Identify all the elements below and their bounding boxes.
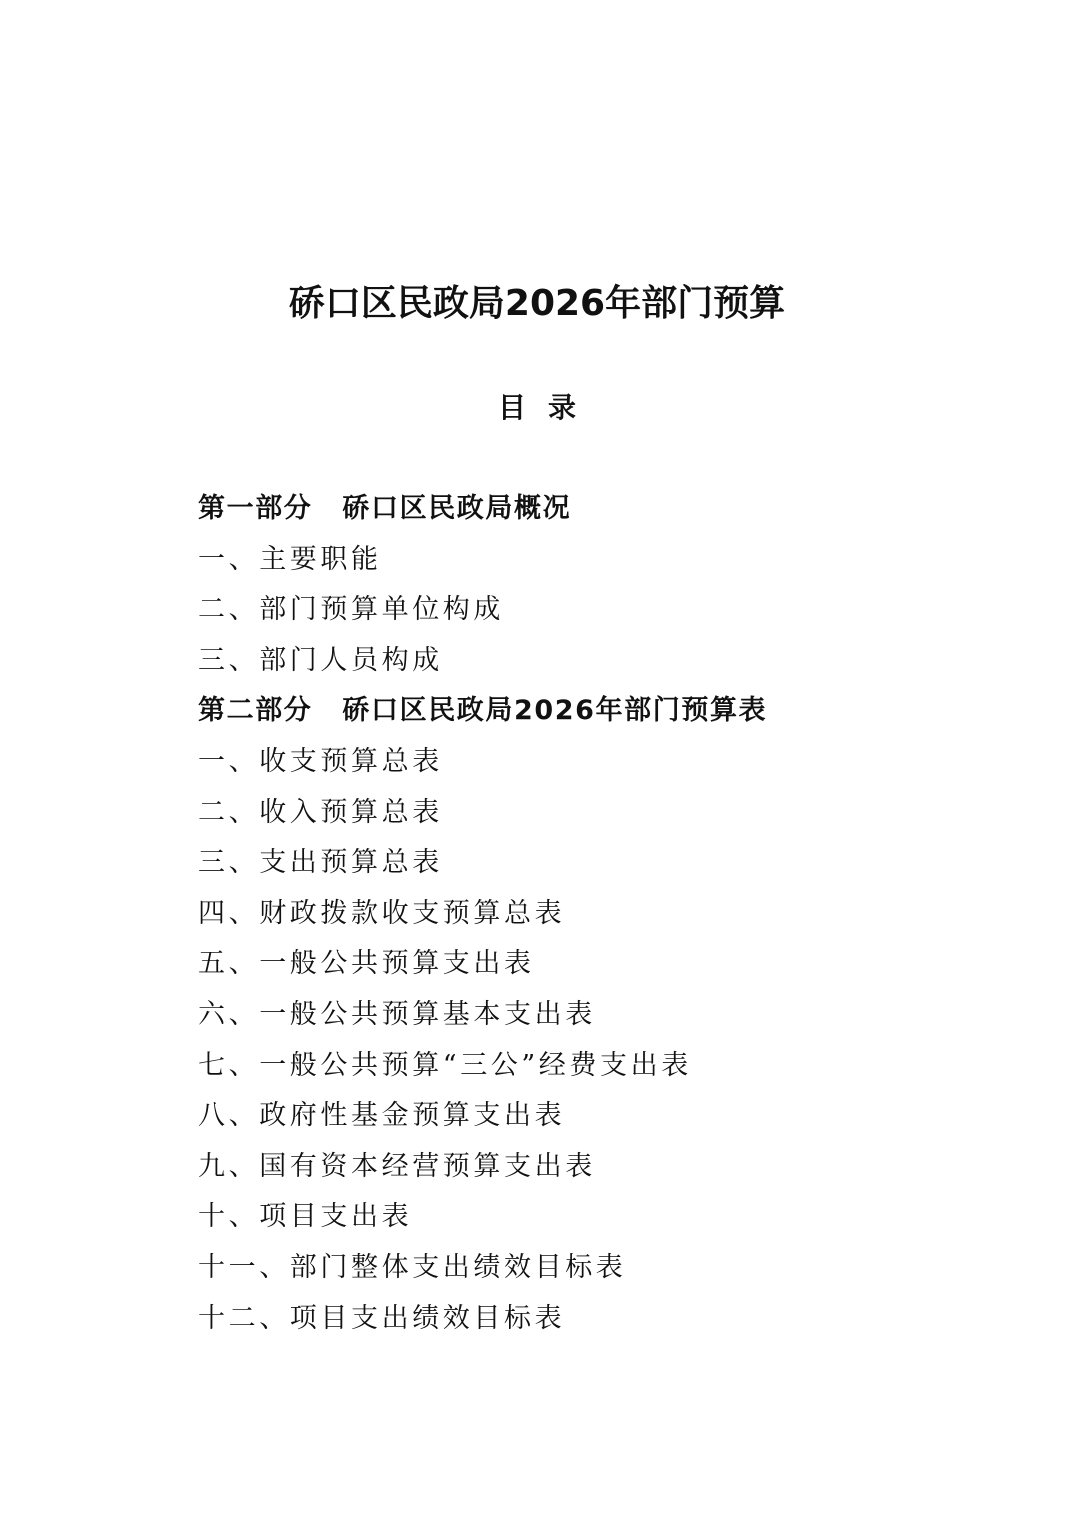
toc-item: 八、政府性基金预算支出表	[198, 1100, 566, 1132]
toc-part-label: 第二部分	[198, 695, 313, 727]
toc-item: 二、收入预算总表	[198, 796, 443, 828]
toc-heading: 目录	[497, 391, 598, 424]
toc-item: 五、一般公共预算支出表	[198, 948, 535, 980]
toc-item: 四、财政拨款收支预算总表	[198, 897, 566, 929]
document-title: 硚口区民政局2026年部门预算	[288, 283, 786, 324]
toc-item: 九、国有资本经营预算支出表	[198, 1150, 596, 1182]
toc-part-label: 第一部分	[198, 493, 313, 524]
table-of-contents	[198, 484, 1018, 1344]
toc-item: 二、部门预算单位构成	[198, 594, 504, 626]
toc-item: 十一、部门整体支出绩效目标表	[198, 1251, 627, 1283]
toc-item: 十二、项目支出绩效目标表	[198, 1302, 566, 1334]
toc-item: 三、支出预算总表	[198, 847, 443, 879]
toc-part-title: 硚口区民政局概况	[342, 493, 572, 524]
toc-part-1	[198, 484, 1018, 535]
toc-item: 一、收支预算总表	[198, 745, 443, 777]
toc-item: 六、一般公共预算基本支出表	[198, 998, 596, 1030]
toc-item: 一、主要职能	[198, 543, 382, 575]
toc-part-2	[198, 686, 1018, 737]
toc-part-title: 硚口区民政局2026年部门预算表	[342, 695, 768, 727]
toc-item: 七、一般公共预算“三公”经费支出表	[198, 1049, 692, 1081]
toc-item: 三、部门人员构成	[198, 644, 443, 676]
toc-item: 十、项目支出表	[198, 1201, 413, 1233]
